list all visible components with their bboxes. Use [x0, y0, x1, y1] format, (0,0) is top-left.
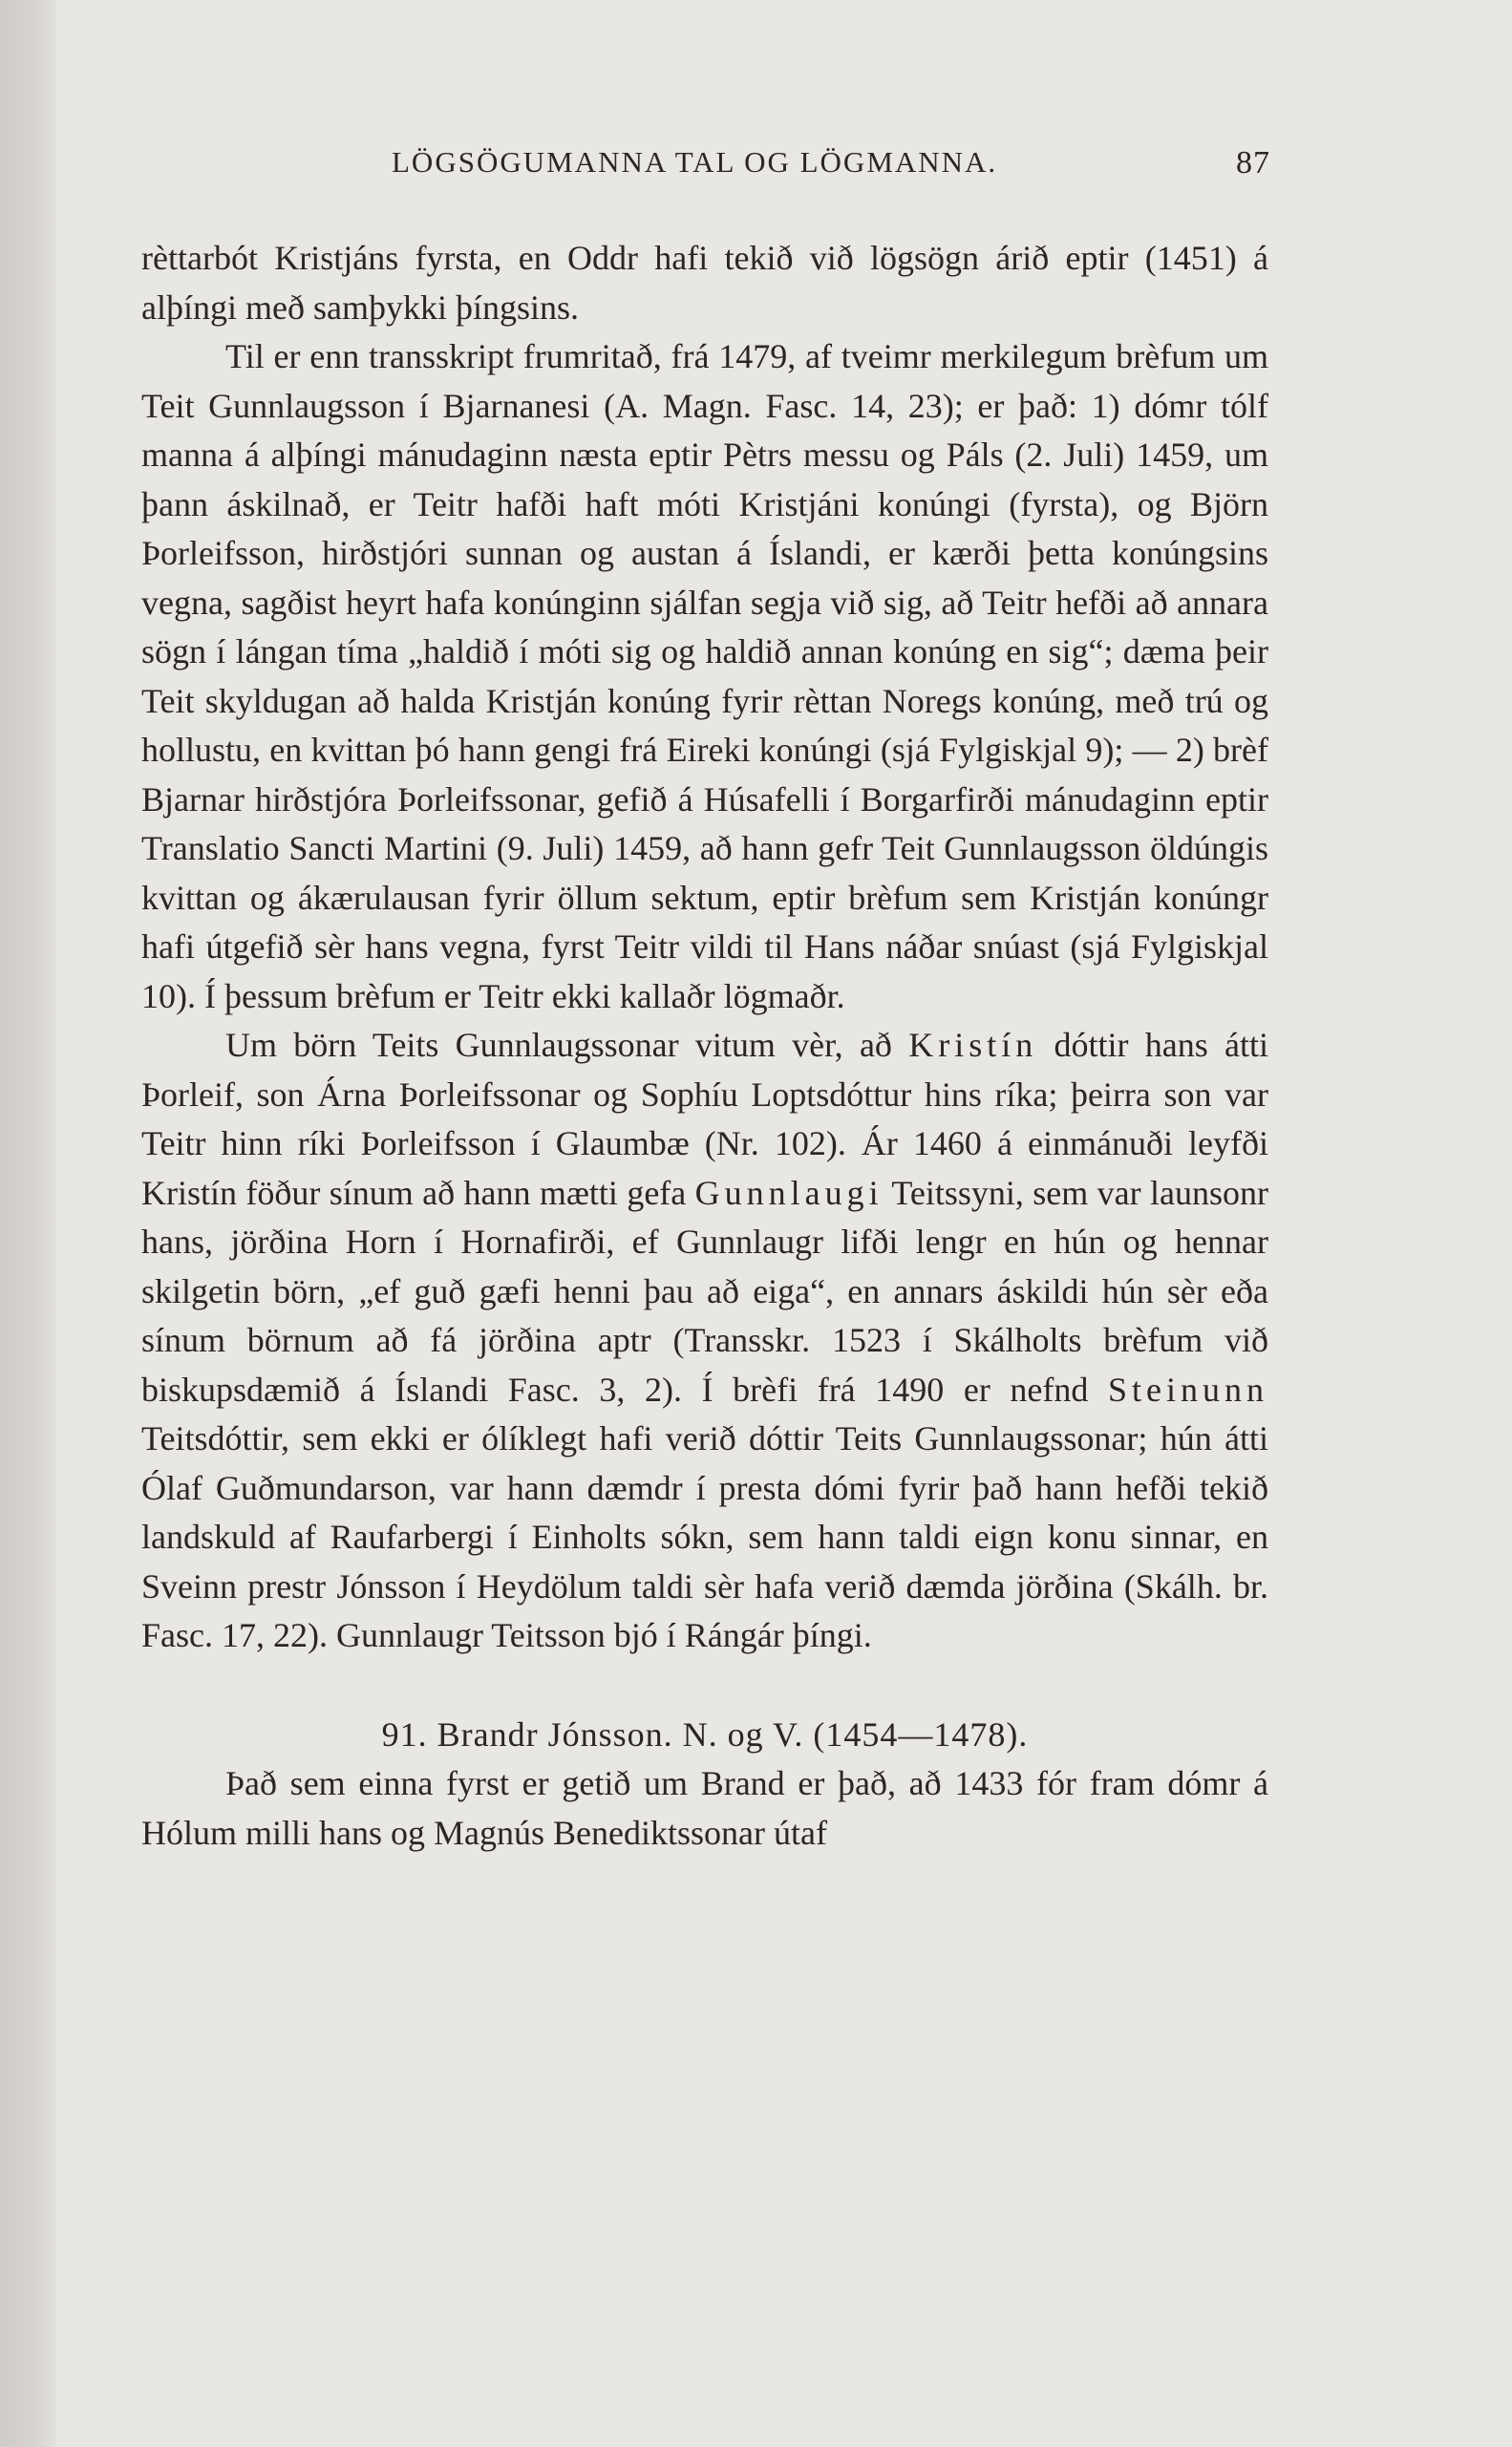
- text-segment: rèttarbót Kristjáns fyrsta, en Oddr hafi tekið við lögsögn árið eptir (1451) á alþíngi með samþykki þíngsins.: [141, 239, 1268, 327]
- text-segment: Teitssyni, sem var launsonr hans, jörðina Horn í Hornafirði, ef Gunnlaugr lifði lengr en hún og hennar skilgetin börn, „ef guð gæfi henni þau að eiga“, en annars áskildi hún sèr eða sínum börnum að fá jörðina aptr (Transskr. 1523 í Skálholts brèfum við biskupsdæmið á Íslandi Fasc. 3, 2). Í brèfi frá 1490 er nefnd: [141, 1173, 1268, 1409]
- text-segment: Til er enn transskript frumritað, frá 1479, af tveimr merkilegum brèfum um Teit Gunnlaugsson í Bjarnanesi (A. Magn. Fasc. 14, 23); er það: 1) dómr tólf manna á alþíngi mánudaginn næsta eptir Pètrs messu og Páls (2. Juli) 1459, um þann áskilnað, er Teitr hafði haft móti Kristjáni konúngi (fyrsta), og Björn Þorleifsson, hirðstjóri sunnan og austan á Íslandi, er kærði þetta konúngsins vegna, sagðist heyrt hafa konúnginn sjálfan segja við sig, að Teitr hefði að annara sögn í lángan tíma „haldið í móti sig og haldið annan konúng en sig“; dæma þeir Teit skyldugan að halda Kristján konúng fyrir rèttan Noregs konúng, með trú og hollustu, en kvittan þó hann gengi frá Eireki konúngi (sjá Fylgiskjal 9); — 2) brèf Bjarnar hirðstjóra Þorleifssonar, gefið á Húsafelli í Borgarfirði mánudaginn eptir Translatio Sancti Martini (9. Juli) 1459, að hann gefr Teit Gunnlaugsson öldúngis kvittan og ákærulausan fyrir öllum sektum, eptir brèfum sem Kristján konúngr hafi útgefið sèr hans vegna, fyrst Teitr vildi til Hans náðar snúast (sjá Fylgiskjal 10). Í þessum brèfum er Teitr ekki kallaðr lögmaðr.: [141, 337, 1268, 1015]
- body-text: [141, 234, 1268, 1858]
- page-number: 87: [1236, 145, 1270, 181]
- paragraph-transskript: [141, 332, 1268, 1021]
- section-heading: 91. Brandr Jónsson. N. og V. (1454—1478).: [381, 1714, 1029, 1754]
- spaced-name-steinunn: Steinunn: [1107, 1370, 1268, 1409]
- text-segment: Um börn Teits Gunnlaugssonar vitum vèr, að: [225, 1026, 909, 1064]
- paragraph-children: [141, 1021, 1268, 1661]
- spaced-name-gunnlaugi: Gunnlaugi: [694, 1173, 884, 1212]
- page-gutter-shadow: [0, 0, 55, 2447]
- text-segment: Teitsdóttir, sem ekki er ólíklegt hafi verið dóttir Teits Gunnlaugssonar; hún átti Ólaf Guðmundarson, var hann dæmdr í presta dómi fyrir það hann hefði tekið landskuld af Raufarbergi í Einholts sókn, sem hann taldi eign konu sinnar, en Sveinn prestr Jónsson í Heydölum taldi sèr hafa verið dæmda jörðina (Skálh. br. Fasc. 17, 22). Gunnlaugr Teitsson bjó í Rángár þíngi.: [141, 1419, 1268, 1654]
- spaced-name-kristin: Kristín: [908, 1026, 1038, 1064]
- running-head: [392, 145, 1270, 193]
- running-title: LÖGSÖGUMANNA TAL OG LÖGMANNA.: [392, 145, 998, 179]
- text-segment: dóttir hans átti Þorleif, son Árna Þorleifssonar og Sophíu Loptsdóttur hins ríka; þeirra son var Teitr hinn ríki Þorleifsson í Glaumbæ (Nr. 102). Ár 1460 á einmánuði leyfði Kristín föður sínum að hann mætti gefa: [141, 1026, 1269, 1212]
- section-paragraph: Það sem einna fyrst er getið um Brand er það, að 1433 fór fram dómr á Hólum milli hans og Magnús Benediktssonar útaf: [141, 1764, 1268, 1852]
- paragraph-continuation: [141, 234, 1268, 332]
